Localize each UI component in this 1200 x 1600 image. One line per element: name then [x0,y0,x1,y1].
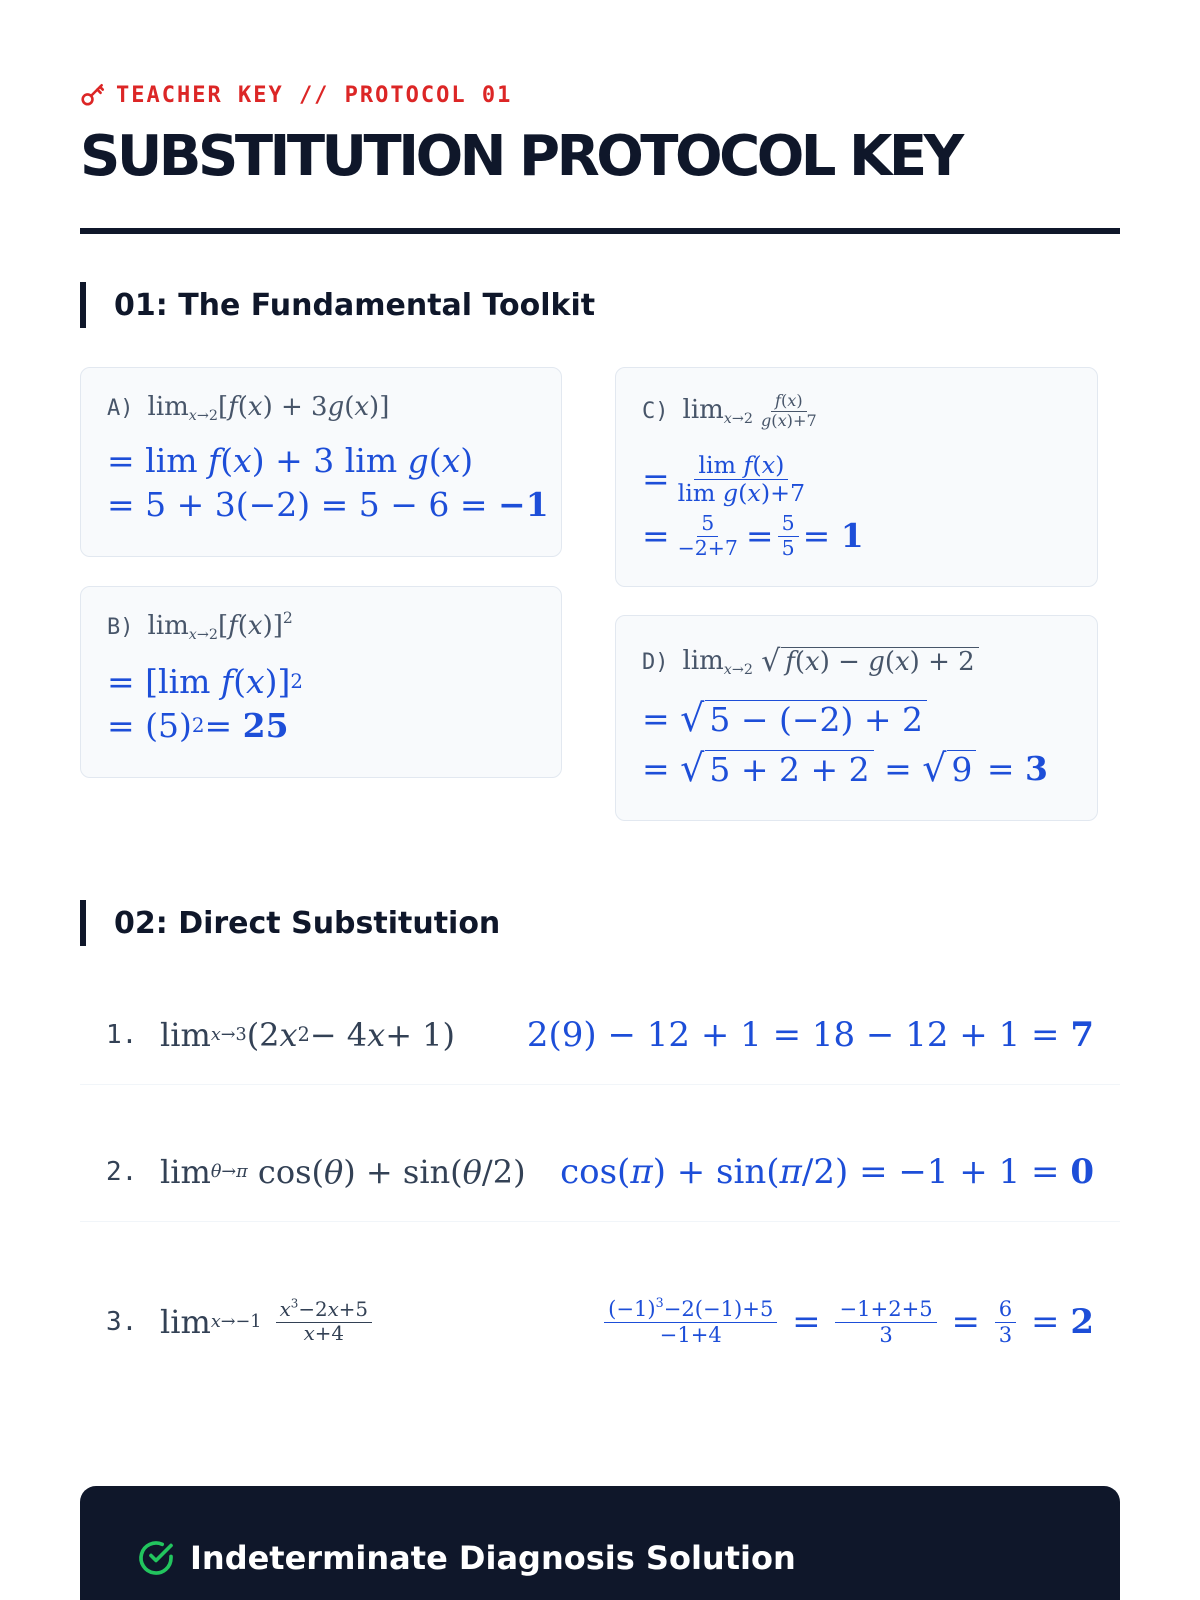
card-c-step-1: = $\frac{\text{lim f(x)}}{\text{lim g(x)+7}}$ [642,451,806,508]
toolkit-card-c [615,367,1098,587]
card-b-answer: 25 [242,706,289,745]
diagnosis-panel [80,1486,1120,1600]
card-b-step-2: = (5) 2 = 25 [107,705,289,748]
card-a-tag: A) [107,395,134,421]
section-heading-direct [80,900,500,946]
problem-solution: cos( π ) + sin( π /2) = −1 + 1 = 0 [560,1152,1094,1192]
card-d-step-1: = √ 5 − (−2) + 2 [642,698,927,741]
page-title: SUBSTITUTION PROTOCOL KEY [80,124,961,189]
card-a-step-2: = 5 + 3(−2) = 5 − 6 = −1 [107,484,549,527]
section-title: 01: The Fundamental Toolkit [114,287,596,323]
toolkit-card-a [80,367,562,557]
key-icon [80,82,106,108]
title-divider [80,228,1120,234]
problem-number: 2. [106,1157,138,1187]
problem-answer: 2 [1070,1302,1094,1342]
section-title: 02: Direct Substitution [114,905,501,941]
toolkit-card-b [80,586,562,778]
panel-heading [136,1538,796,1578]
card-a-step-1: = lim f ( x ) + 3 lim g ( x ) [107,441,474,480]
problem-number: 1. [106,1020,138,1050]
card-b-tag: B) [107,614,134,640]
problem-solution: $\frac{(-1)^3-2(-1)+5}{-1+4}$ = $\frac{-1+2+5}{3}$ = $\frac{6}{3}$ = 2 [600,1272,1094,1372]
check-circle-icon [136,1538,176,1578]
card-d-step-2: = √ 5 + 2 + 2 = √ 9 = 3 [642,745,1049,790]
card-c-prompt: C) $\lim_{x\to 2}$ $\frac{f(x)}{g(x)+7}$ [642,391,817,430]
problem-row [80,1122,1120,1222]
problem-row [80,985,1120,1085]
problem-expression: lim x→−1 $\frac{x^3-2x+5}{x+4}$ [160,1272,376,1372]
card-c-answer: 1 [840,515,864,555]
card-d-tag: D) [642,649,669,675]
section-marker [80,900,86,946]
section-heading-toolkit [80,282,595,328]
card-d-prompt: D) $\lim_{x\to 2}$ √ f(x) − g(x) + 2 [642,646,979,678]
card-a-answer: −1 [498,485,549,524]
eyebrow [80,82,512,108]
problem-answer: 0 [1070,1152,1094,1192]
problem-expression: lim θ→π cos( θ ) + sin( θ /2) [160,1153,526,1191]
problem-answer: 7 [1070,1015,1094,1055]
problem-number: 3. [106,1307,138,1337]
problem-row [80,1272,1120,1372]
card-c-tag: C) [642,398,669,424]
toolkit-card-d [615,615,1098,821]
eyebrow-text: TEACHER KEY // PROTOCOL 01 [116,82,513,108]
section-marker [80,282,86,328]
problem-expression: lim x→3 (2 x 2 − 4 x + 1) [160,1016,456,1054]
card-c-step-2: = $\frac{5}{-2+7}$ = $\frac{5}{5}$ = 1 [642,511,864,560]
problem-solution: 2(9) − 12 + 1 = 18 − 12 + 1 = 7 [526,1015,1094,1055]
card-d-answer: 3 [1025,749,1049,788]
card-b-prompt: B) $\lim_{x\to 2}[f(x)]^2$ [107,609,293,643]
card-b-step-1: = [lim f ( x )] 2 [107,662,303,701]
panel-title: Indeterminate Diagnosis Solution [190,1539,796,1577]
card-a-prompt: A) $\lim_{x\to 2}[f(x) + 3g(x)]$ [107,392,390,424]
